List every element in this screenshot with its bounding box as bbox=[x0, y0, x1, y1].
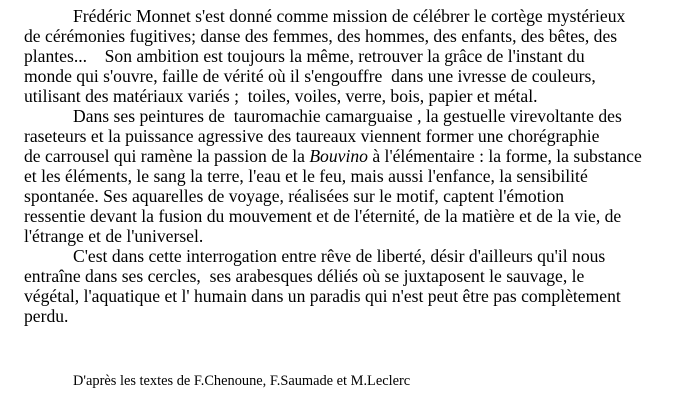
paragraph-2-line-3-text-after: à l'élémentaire : la forme, la substance bbox=[367, 146, 642, 166]
paragraph-2-line-6: ressentie devant la fusion du mouvement et de l'éternité, de la matière et de la vie, de bbox=[24, 206, 622, 226]
paragraph-2-line-2: raseteurs et la puissance agressive des taureaux viennent former une chorégraphie bbox=[24, 126, 600, 146]
paragraph-1-line-2: de cérémonies fugitives; danse des femmes, des hommes, des enfants, des bêtes, des bbox=[24, 26, 618, 46]
paragraph-1-line-3: plantes... Son ambition est toujours la même, retrouver la grâce de l'instant du bbox=[24, 46, 585, 66]
paragraph-2-line-5: spontanée. Ses aquarelles de voyage, réalisées sur le motif, captent l'émotion bbox=[24, 186, 565, 206]
paragraph-2-line-4: et les éléments, le sang la terre, l'eau et le feu, mais aussi l'enfance, la sensibilité bbox=[24, 166, 588, 186]
paragraph-1-line-1: Frédéric Monnet s'est donné comme mission de célébrer le cortège mystérieux bbox=[73, 6, 626, 26]
paragraph-3-line-1: C'est dans cette interrogation entre rêve de liberté, désir d'ailleurs qu'il nous bbox=[73, 246, 606, 266]
paragraph-1-line-5: utilisant des matériaux variés ; toiles, voiles, verre, bois, papier et métal. bbox=[24, 86, 538, 106]
paragraph-2-line-3 bbox=[24, 146, 642, 166]
bouvino-italic-term: Bouvino bbox=[309, 146, 368, 166]
paragraph-3-line-3: végétal, l'aquatique et l' humain dans un paradis qui n'est peut être pas complètement bbox=[24, 286, 621, 306]
paragraph-2-line-1: Dans ses peintures de tauromachie camarguaise , la gestuelle virevoltante des bbox=[73, 106, 622, 126]
paragraph-3-line-4: perdu. bbox=[24, 306, 69, 326]
paragraph-1-line-4: monde qui s'ouvre, faille de vérité où il s'engouffre dans une ivresse de couleurs, bbox=[24, 66, 596, 86]
paragraph-2-line-3-text-before: de carrousel qui ramène la passion de la bbox=[24, 146, 310, 166]
source-credit: D'après les textes de F.Chenoune, F.Saumade et M.Leclerc bbox=[73, 373, 411, 389]
paragraph-3-line-2: entraîne dans ses cercles, ses arabesques déliés où se juxtaposent le sauvage, le bbox=[24, 266, 585, 286]
paragraph-2-line-7: l'étrange et de l'universel. bbox=[24, 226, 204, 246]
